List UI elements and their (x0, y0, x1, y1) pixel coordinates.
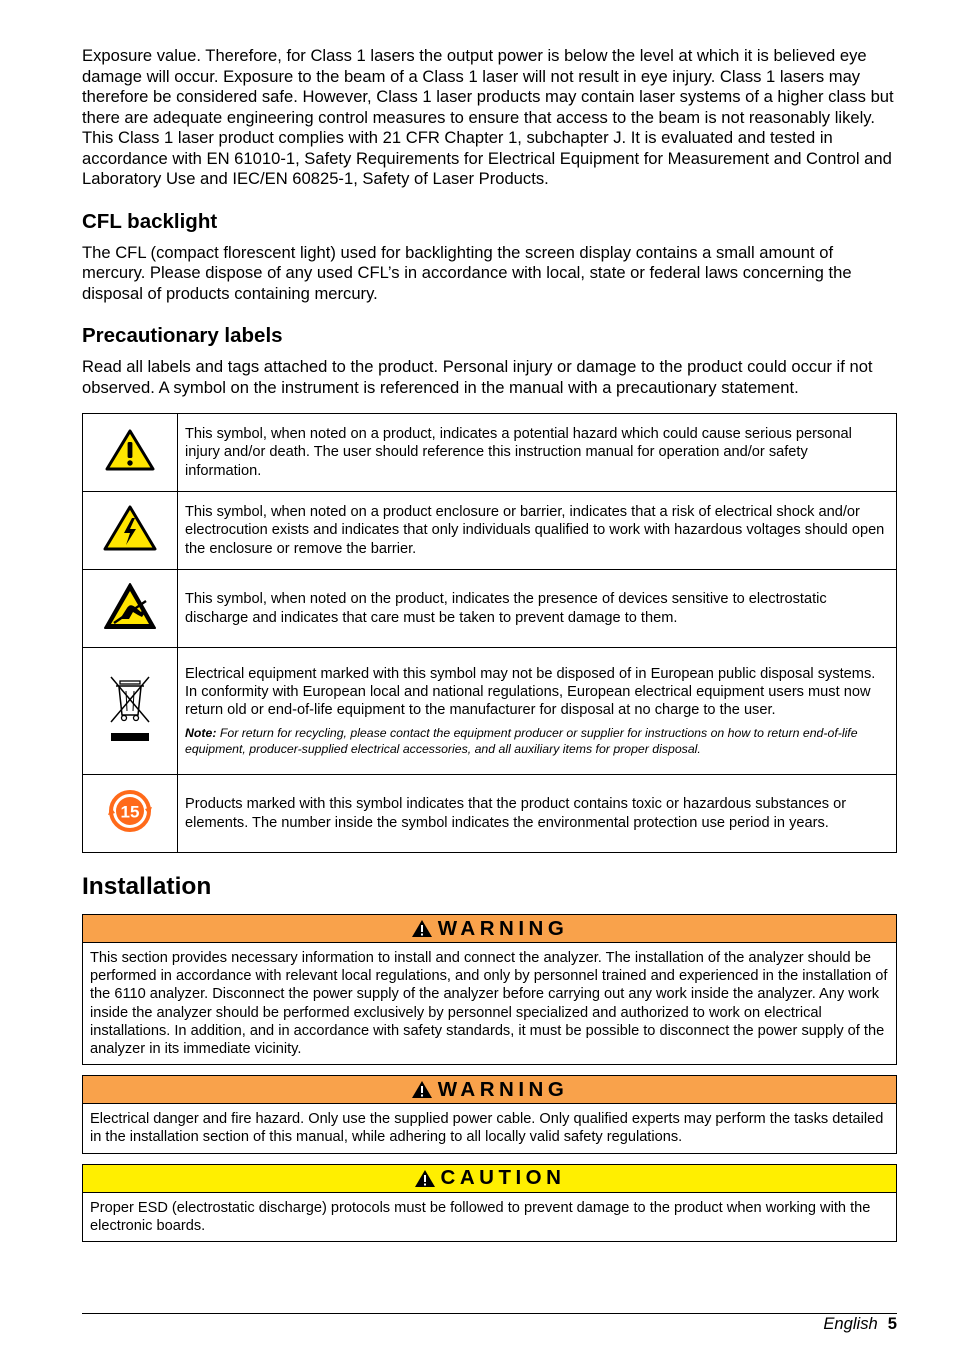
page-content (82, 46, 897, 1242)
note-text: For return for recycling, please contact the equipment producer or supplier for instructions on how to return end-of-life equipment, producer-supplied electrical accessories, and all auxiliary items for proper disposal. (185, 726, 858, 757)
warning-triangle-icon (411, 1080, 433, 1099)
installation-heading: Installation (82, 873, 212, 900)
warning-label: WARNING (437, 1077, 569, 1101)
precautionary-labels-paragraph: Read all labels and tags attached to the product. Personal injury or damage to the product could occur if not observed. A symbol on the instrument is referenced in the manual with a precautionary statement. (82, 357, 873, 397)
symbol-row-text: This symbol, when noted on the product, indicates the presence of devices sensitive to electrostatic discharge and indicates that care must be taken to prevent damage to them. (178, 570, 897, 648)
note-label: Note: (185, 726, 217, 741)
caution-box-esd (82, 1164, 897, 1242)
caution-header (83, 1165, 896, 1193)
warning-text: This section provides necessary information to install and connect the analyzer. The installation of the analyzer should be performed in accordance with relevant local regulations, and only by personnel trained and experienced in the installation of the 6110 analyzer. Disconnect the power supply of the analyzer before carrying out any work inside the analyzer. Any work inside the analyzer should be performed exclusively by personnel specialized and authorized to work on electrical installations. In addition, and in accordance with safety standards, it must be possible to disconnect the power supply of the analyzer in its immediate vicinity. (90, 950, 888, 1058)
warning-label: WARNING (437, 916, 569, 940)
caution-text: Proper ESD (electrostatic discharge) protocols must be followed to prevent damage to the product when working with the electronic boards. (90, 1199, 871, 1234)
cfl-heading: CFL backlight (82, 209, 218, 233)
symbol-row-general-hazard (83, 414, 897, 492)
esd-sensitive-icon (102, 581, 158, 631)
symbol-row-text: Electrical equipment marked with this symbol may not be disposed of in European public disposal systems. In conformity with European local and national regulations, European electrical equipment users must now return old or end-of-life equipment to the manufacturer for disposal at no charge to the user. (185, 665, 876, 719)
footer-page-number: 5 (887, 1314, 897, 1333)
warning-text: Electrical danger and fire hazard. Only use the supplied power cable. Only qualified experts may perform the tasks detailed in the installation section of this manual, while adhering to all locally valid safety regulations. (90, 1111, 884, 1146)
weee-note (185, 725, 888, 757)
warning-box-electrical (82, 1075, 897, 1153)
caution-label: CAUTION (440, 1166, 566, 1190)
warning-triangle-icon (104, 428, 156, 472)
efup-15-icon (106, 787, 154, 835)
intro-paragraph: Exposure value. Therefore, for Class 1 lasers the output power is below the level at which it is believed eye damage will occur. Exposure to the beam of a Class 1 laser will not result in eye injury. Class 1 lasers may therefore be considered safe. However, Class 1 laser products may contain laser systems of a higher class but there are adequate engineering control measures to ensure that access to the beam is not reasonably likely. This Class 1 laser product complies with 21 CFR Chapter 1, subchapter J. It is evaluated and tested in accordance with EN 61010-1, Safety Requirements for Electrical Equipment for Measurement and Control and Laboratory Use and IEC/EN 60825-1, Safety of Laser Products. (82, 46, 894, 188)
symbol-table (82, 413, 897, 853)
symbol-row-electrical-shock (83, 492, 897, 570)
warning-triangle-icon (414, 1169, 436, 1188)
symbol-row-text: This symbol, when noted on a product, indicates a potential hazard which could cause serious personal injury and/or death. The user should reference this instruction manual for operation and/or safety information. (178, 414, 897, 492)
precautionary-labels-heading: Precautionary labels (82, 324, 283, 347)
symbol-row-text: Products marked with this symbol indicates that the product contains toxic or hazardous substances or elements. The number inside the symbol indicates the environmental protection use period in years. (178, 775, 897, 853)
cfl-paragraph: The CFL (compact florescent light) used for backlighting the screen display contains a small amount of mercury. Please dispose of any used CFL’s in accordance with local, state or federal laws concerning the disposal of products containing mercury. (82, 242, 852, 303)
warning-header (83, 1076, 896, 1104)
symbol-row-text: This symbol, when noted on a product enclosure or barrier, indicates that a risk of electrical shock and/or electrocution exists and indicates that only individuals qualified to work with hazardous voltages should open the enclosure or remove the barrier. (178, 492, 897, 570)
weee-crossed-bin-icon (107, 675, 153, 743)
warning-header (83, 915, 896, 943)
symbol-row-weee (83, 648, 897, 775)
warning-triangle-icon (411, 919, 433, 938)
electrical-shock-icon (102, 504, 158, 552)
warning-box-installation (82, 914, 897, 1065)
footer-language: English (823, 1314, 878, 1333)
symbol-row-esd (83, 570, 897, 648)
symbol-row-efup (83, 775, 897, 853)
efup-number: 15 (120, 802, 140, 822)
page-footer (82, 1313, 897, 1334)
